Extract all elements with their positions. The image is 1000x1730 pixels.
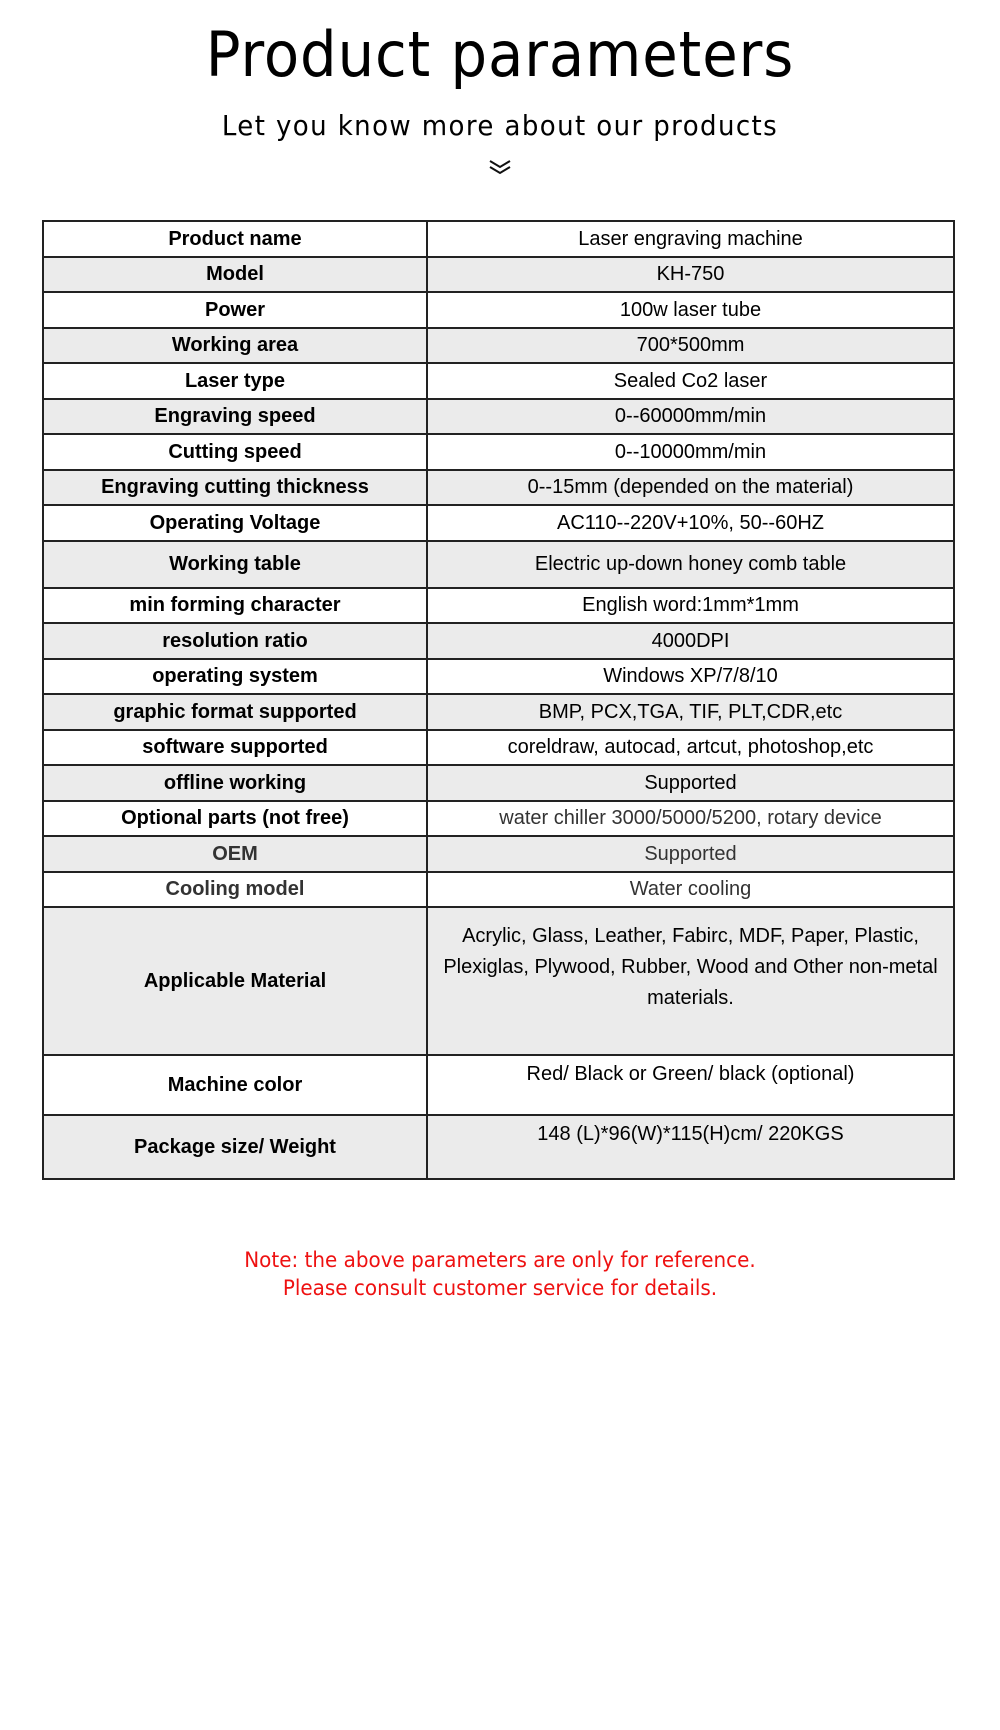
param-value: 0--60000mm/min [427,399,954,435]
param-value: 700*500mm [427,328,954,364]
param-value: Water cooling [427,872,954,908]
table-row [43,470,954,506]
param-value: English word:1mm*1mm [427,588,954,624]
param-label: graphic format supported [43,694,427,730]
param-label: Model [43,257,427,293]
param-label: offline working [43,765,427,801]
param-value: coreldraw, autocad, artcut, photoshop,etc [427,730,954,766]
param-value: 0--10000mm/min [427,434,954,470]
param-label: operating system [43,659,427,695]
table-row [43,221,954,257]
table-row [43,363,954,399]
param-label: Operating Voltage [43,505,427,541]
note-line-2: Please consult customer service for details. [282,1276,718,1300]
table-row [43,836,954,872]
param-value: Acrylic, Glass, Leather, Fabirc, MDF, Paper, Plastic, Plexiglas, Plywood, Rubber, Wood and Other non-metal materials. [427,907,954,1055]
note-line-1: Note: the above parameters are only for reference. [244,1248,756,1272]
param-label: Optional parts (not free) [43,801,427,837]
table-row [43,434,954,470]
table-row [43,801,954,837]
param-label: Cutting speed [43,434,427,470]
param-value: AC110--220V+10%, 50--60HZ [427,505,954,541]
table-row [43,907,954,1055]
param-label: min forming character [43,588,427,624]
param-label: OEM [43,836,427,872]
param-value: Electric up-down honey comb table [427,541,954,588]
param-label: Working table [43,541,427,588]
param-label: resolution ratio [43,623,427,659]
table-row [43,659,954,695]
table-row [43,730,954,766]
table-row [43,292,954,328]
table-row [43,694,954,730]
reference-note [25,1246,975,1302]
param-value: 148 (L)*96(W)*115(H)cm/ 220KGS [427,1115,954,1179]
param-label: software supported [43,730,427,766]
param-label: Power [43,292,427,328]
page-title: Product parameters [205,18,795,91]
param-label: Engraving cutting thickness [43,470,427,506]
product-parameters-table [42,220,955,1180]
table-row [43,328,954,364]
param-value: 100w laser tube [427,292,954,328]
param-value: Supported [427,765,954,801]
param-label: Package size/ Weight [43,1115,427,1179]
param-label: Cooling model [43,872,427,908]
param-label: Machine color [43,1055,427,1115]
param-value: BMP, PCX,TGA, TIF, PLT,CDR,etc [427,694,954,730]
table-row [43,1055,954,1115]
table-row [43,257,954,293]
param-label: Engraving speed [43,399,427,435]
table-row [43,872,954,908]
param-value: KH-750 [427,257,954,293]
param-value: Windows XP/7/8/10 [427,659,954,695]
table-row [43,1115,954,1179]
param-value: 4000DPI [427,623,954,659]
table-row [43,588,954,624]
page-subtitle: Let you know more about our products [221,109,779,142]
param-label: Working area [43,328,427,364]
param-label: Applicable Material [43,907,427,1055]
param-label: Laser type [43,363,427,399]
param-value: Red/ Black or Green/ black (optional) [427,1055,954,1115]
param-value: Laser engraving machine [427,221,954,257]
table-row [43,541,954,588]
table-row [43,505,954,541]
param-label: Product name [43,221,427,257]
table-row [43,623,954,659]
param-value: water chiller 3000/5000/5200, rotary device [427,801,954,837]
table-row [43,765,954,801]
param-value: Sealed Co2 laser [427,363,954,399]
param-value: Supported [427,836,954,872]
param-value: 0--15mm (depended on the material) [427,470,954,506]
table-row [43,399,954,435]
double-chevron-down-icon [488,158,512,176]
